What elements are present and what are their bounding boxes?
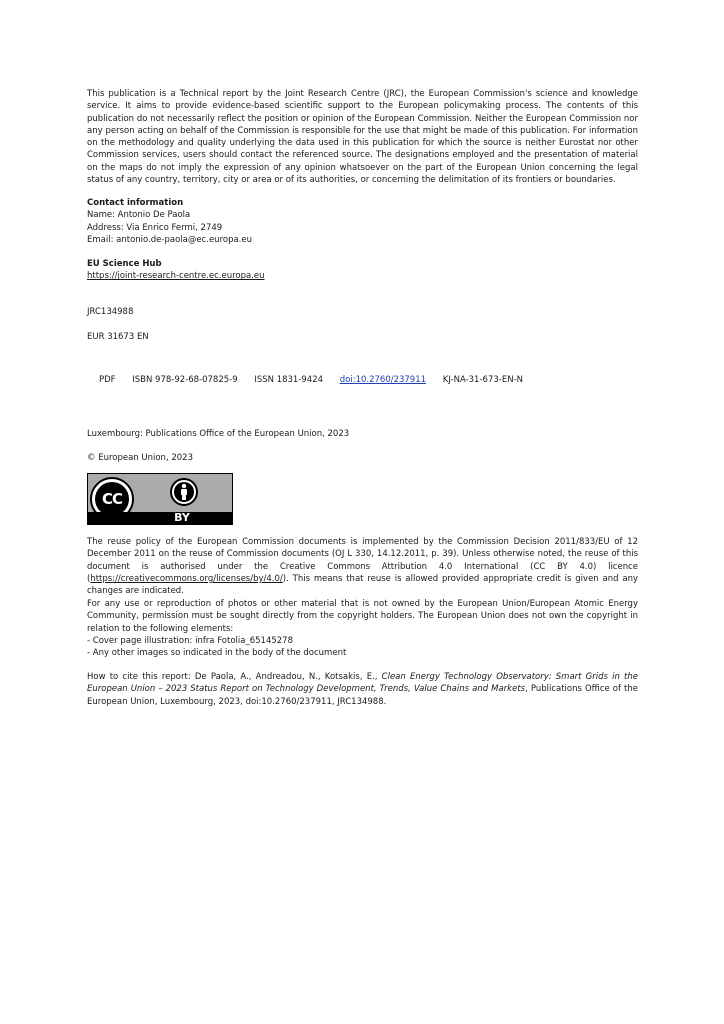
cc-by-license-badge <box>87 473 233 525</box>
reuse-policy-text: The reuse policy of the European Commission documents is implemented by the Commission Decision 2011/833/EU of 12 December 2011 on the reuse of Commission documents (OJ L 330, 14.12.2011, p. 39). Unless otherwise noted, the reuse of this document is authorised under the Creative Commons Attribution 4.0 International (CC BY 4.0) licence ( <box>87 537 638 584</box>
contact-heading: Contact information <box>87 198 184 208</box>
license-link[interactable]: https://creativecommons.org/licenses/by/4.0/ <box>90 573 283 584</box>
issn: ISSN 1831-9424 <box>254 375 324 385</box>
science-hub-section <box>87 258 638 283</box>
copyright-line: © European Union, 2023 <box>87 453 193 463</box>
photos-notice-text: For any use or reproduction of photos or other material that is not owned by the European Union/European Atomic Energy Community, permission must be sought directly from the copyright holders. The European Union does not own the copyright in relation to the following elements: <box>87 599 638 634</box>
science-hub-link[interactable]: https://joint-research-centre.ec.europa.eu <box>87 271 265 282</box>
citation-publisher: , Publications Office of the European Union, Luxembourg, 2023, doi:10.2760/237911, JRC134988. <box>87 684 638 707</box>
isbn: ISBN 978-92-68-07825-9 <box>132 375 238 385</box>
contact-section <box>87 197 638 246</box>
publisher-line: Luxembourg: Publications Office of the European Union, 2023 <box>87 429 350 439</box>
by-label: BY <box>174 511 190 524</box>
citation-paragraph <box>87 671 638 708</box>
eur-number: EUR 31673 EN <box>87 332 149 342</box>
contact-name: Name: Antonio De Paola <box>87 210 191 221</box>
disclaimer-paragraph: This publication is a Technical report by the Joint Research Centre (JRC), the European Commission's science and knowledge service. It aims to provide evidence-based scientific support to the European policymaking process. The contents of this publication do not necessarily reflect the position or opinion of the European Commission. Neither the European Commission nor any person acting on behalf of the Commission is responsible for the use that might be made of this publication. For information on the methodology and quality underlying the data used in this publication for which the source is neither Eurostat nor other Commission services, users should contact the referenced source. The designations employed and the presentation of material on the maps do not imply the expression of any opinion whatsoever on the part of the European Union concerning the legal status of any country, territory, city or area or of its authorities, or concerning the delimitation of its frontiers or boundaries. <box>87 89 638 186</box>
reuse-policy-paragraph <box>87 536 638 597</box>
science-hub-heading: EU Science Hub <box>87 259 162 269</box>
cc-logo-text: CC <box>95 482 129 516</box>
catalogue-number: KJ-NA-31-673-EN-N <box>442 375 523 385</box>
jrc-number: JRC134988 <box>87 307 134 317</box>
photos-notice-section <box>87 598 638 659</box>
citation-title: Clean Energy Technology Observatory: Smart Grids in the European Union – 2023 Status Report on Technology Development, Trends, Value Chains and Markets <box>87 672 638 695</box>
reuse-policy-text-end: ). This means that reuse is allowed provided appropriate credit is given and any changes are indicated. <box>87 573 638 597</box>
format-label: PDF <box>99 375 116 385</box>
publication-identifiers <box>99 374 537 386</box>
doi-link[interactable]: doi:10.2760/237911 <box>339 375 427 385</box>
citation-authors: How to cite this report: De Paola, A., Andreadou, N., Kotsakis, E., <box>87 672 382 682</box>
contact-email: Email: antonio.de-paola@ec.europa.eu <box>87 234 252 245</box>
photos-notice-item: - Cover page illustration: infra Fotolia_65145278 <box>87 635 293 646</box>
attribution-person-icon <box>170 478 198 506</box>
photos-notice-item: - Any other images so indicated in the body of the document <box>87 648 347 659</box>
contact-address: Address: Via Enrico Fermi, 2749 <box>87 222 223 233</box>
